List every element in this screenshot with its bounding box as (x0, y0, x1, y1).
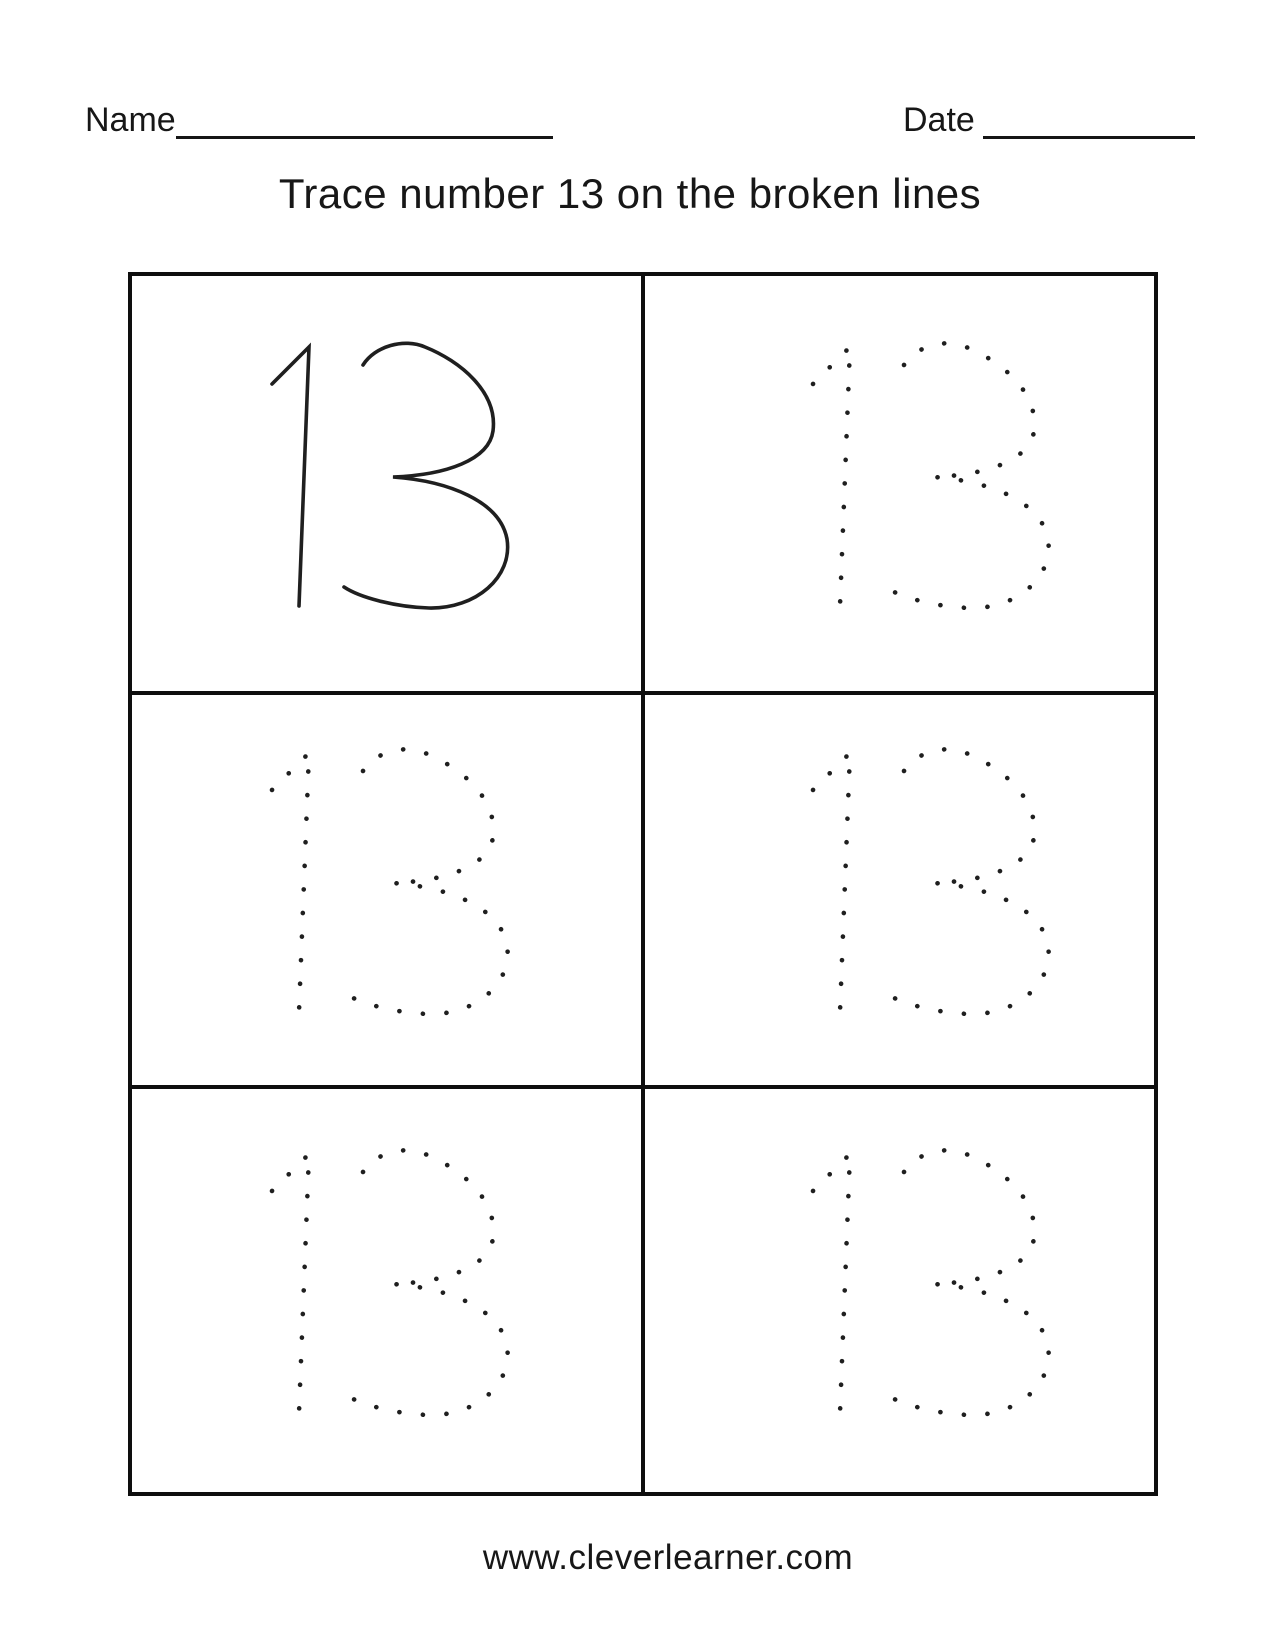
name-write-line[interactable] (176, 102, 553, 139)
date-label: Date (903, 101, 975, 139)
tracing-cell[interactable] (645, 695, 1154, 1089)
name-label: Name (85, 101, 176, 139)
number-13-dotted-graphic (262, 1147, 512, 1419)
number-13-dotted-graphic (803, 1147, 1053, 1419)
number-13-solid-graphic (262, 340, 512, 612)
tracing-cell[interactable] (645, 276, 1154, 695)
number-13-dotted-graphic (803, 340, 1053, 612)
worksheet-title: Trace number 13 on the broken lines (278, 170, 982, 217)
name-field-row (85, 102, 553, 139)
number-13-dotted-graphic (803, 746, 1053, 1018)
number-13-dotted-graphic (262, 746, 512, 1018)
footer-url: www.cleverlearner.com (482, 1538, 854, 1577)
tracing-cell[interactable] (132, 1089, 645, 1492)
tracing-cell-example[interactable] (132, 276, 645, 695)
tracing-cell[interactable] (132, 695, 645, 1089)
date-field-row (903, 102, 1195, 139)
tracing-grid (128, 272, 1158, 1496)
tracing-cell[interactable] (645, 1089, 1154, 1492)
date-write-line[interactable] (983, 102, 1195, 139)
